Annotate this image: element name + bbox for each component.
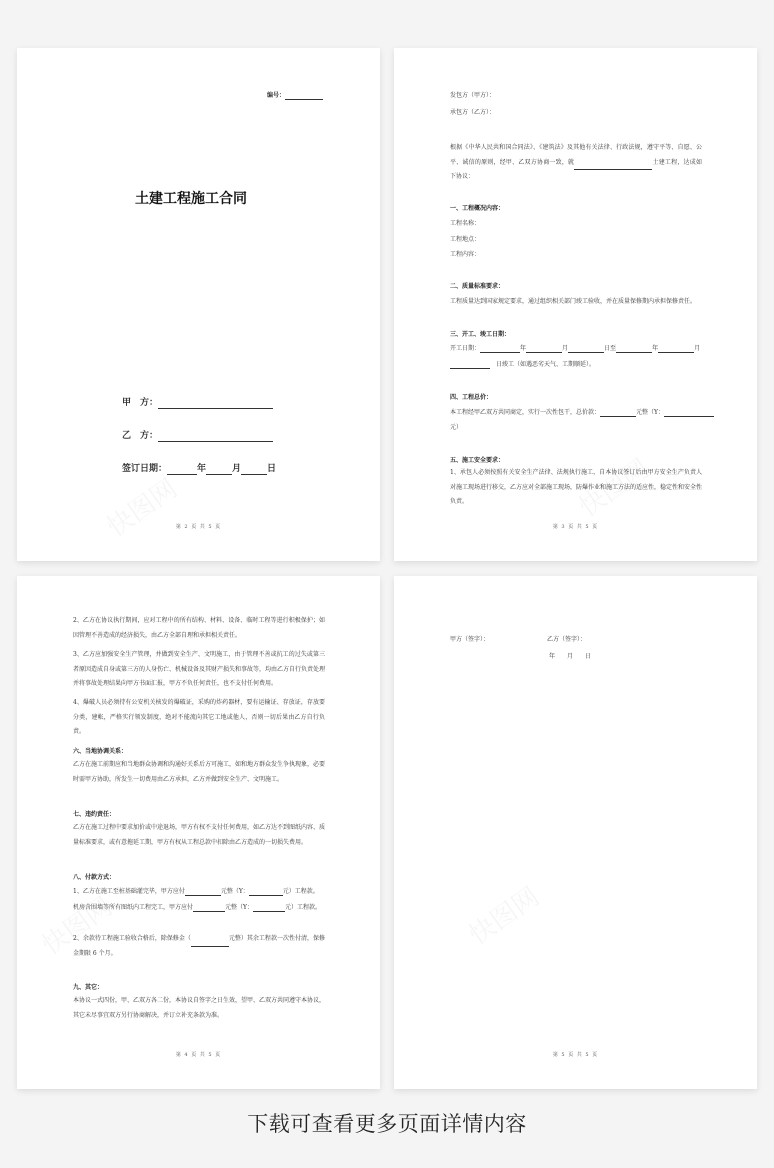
start-month-blank bbox=[526, 345, 562, 353]
contractor-line: 承包方（乙方）： bbox=[450, 109, 496, 116]
total-price-row bbox=[450, 409, 714, 417]
payment-2-yuan: 元整（Y： bbox=[225, 904, 253, 911]
page-footer: 第 4 页 共 5 页 bbox=[175, 1052, 222, 1058]
section-3-title: 三、开工、竣工日期： bbox=[450, 331, 511, 338]
page-footer: 第 3 页 共 5 页 bbox=[552, 524, 599, 530]
end-date-row bbox=[450, 361, 595, 369]
year-label: 年 bbox=[197, 464, 207, 474]
retention-blank bbox=[191, 939, 229, 947]
start-month-label: 月 bbox=[562, 345, 569, 352]
payment-2-tail: 元）工程款。 bbox=[284, 904, 321, 911]
document-page-3 bbox=[17, 576, 380, 1089]
document-page-cover bbox=[17, 48, 380, 561]
party-b-blank bbox=[158, 431, 273, 442]
payment-1-tail: 元）工程款。 bbox=[282, 888, 319, 895]
contract-number-label: 编号： bbox=[267, 92, 286, 99]
watermark bbox=[98, 469, 183, 544]
total-price-yuan: 元整（Y： bbox=[636, 409, 664, 416]
party-b-signature: 乙方（签字）： bbox=[547, 636, 587, 643]
payment-1-text: 1、乙方在施工至桩基础灌完毕，甲方应付 bbox=[73, 888, 185, 895]
party-b-row bbox=[122, 430, 273, 442]
payment-2-blank bbox=[193, 904, 225, 912]
section-9-title: 九、其它： bbox=[73, 984, 104, 991]
contract-number-blank bbox=[285, 92, 323, 100]
month-blank bbox=[206, 464, 232, 475]
section-7-title: 七、违约责任： bbox=[73, 811, 116, 818]
total-price-blank bbox=[600, 409, 636, 417]
employer-line: 发包方（甲方）： bbox=[450, 92, 496, 99]
payment-1-figure-blank bbox=[249, 888, 283, 896]
party-a-row bbox=[122, 397, 273, 409]
month-label: 月 bbox=[232, 464, 242, 474]
contract-number-row bbox=[267, 92, 323, 100]
section-5-title: 五、施工安全要求： bbox=[450, 457, 505, 464]
payment-1-yuan: 元整（Y： bbox=[220, 888, 249, 895]
start-year-label: 年 bbox=[520, 345, 527, 352]
total-price-figure-blank bbox=[664, 409, 714, 417]
payment-2-figure-blank bbox=[253, 904, 285, 912]
sign-date-label: 签订日期： bbox=[122, 464, 168, 474]
year-blank bbox=[167, 464, 197, 475]
project-name-line: 工程名称： bbox=[450, 220, 481, 227]
section-2-text: 工程质量达到国家规定要求，通过组织相关部门竣工验收，并在质量保修期内承担保修责任。 bbox=[450, 298, 697, 305]
clause-5-2: 2、乙方在协议执行期间，应对工程中的所有结构、材料、设备、临时工程等进行积极保护；如因管理不善造成的经济损失，由乙方全部自理和承担相关责任。 bbox=[73, 617, 325, 639]
start-date-row bbox=[450, 345, 700, 353]
page-footer: 第 5 页 共 5 页 bbox=[552, 1052, 599, 1058]
end-day-blank bbox=[450, 361, 490, 369]
preamble-tail: 土建工程，达成如下协议： bbox=[450, 158, 702, 180]
payment-line-1 bbox=[73, 888, 319, 896]
preamble-text: 根据《中华人民共和国合同法》、《建筑法》及其他有关法律、行政法规，遵守平等、自愿、公平、诚信的原则，经甲、乙双方协商一致，就 bbox=[450, 144, 702, 166]
clause-5-3: 3、乙方应加强安全生产管理，并做到安全生产、文明施工，由于管理不善或抗工的过失或第三者原因造成自身或第三方的人身伤亡、机械设备及其财产损失和事故等，均由乙方自行负责处理并将事故处理结果向甲方书面汇报，甲方不负任何责任，也不支付任何费用。 bbox=[73, 651, 326, 687]
payment-1-blank bbox=[185, 888, 221, 896]
section-6-title: 六、当地协调关系： bbox=[73, 748, 128, 755]
start-day-blank bbox=[568, 345, 604, 353]
end-year-label: 年 bbox=[652, 345, 659, 352]
party-a-blank bbox=[158, 398, 273, 409]
preamble-paragraph bbox=[450, 141, 702, 185]
end-year-blank bbox=[616, 345, 652, 353]
project-content-line: 工程内容： bbox=[450, 251, 481, 258]
project-name-blank bbox=[574, 162, 652, 170]
end-month-label: 月 bbox=[694, 345, 701, 352]
section-4-title: 四、工程总价： bbox=[450, 394, 493, 401]
watermark bbox=[570, 449, 655, 524]
watermark bbox=[460, 877, 545, 952]
payment-3-text: 2、余款待工程施工验收合格后，除保修金（ bbox=[73, 935, 191, 942]
party-a-signature: 甲方（签字）： bbox=[450, 636, 490, 643]
signature-date: 年 月 日 bbox=[549, 653, 592, 660]
payment-2-text: 机房含围墙等所有图纸内工程完工，甲方应付 bbox=[73, 904, 194, 911]
document-page-signatures bbox=[394, 576, 757, 1089]
end-date-text: 日竣工（如遇恶劣天气、工期顺延）。 bbox=[496, 361, 596, 368]
day-blank bbox=[241, 464, 267, 475]
clause-5-4: 4、爆破人员必须持有公安机关核发的爆破证，采购的炸药器材，要有运输证、存放证，存放要分类，建帐，严格实行领发制度，绝对不能流向其它工地或他人，否则一切后果由乙方自行负责。 bbox=[73, 699, 325, 735]
party-b-label: 乙 方： bbox=[122, 431, 159, 441]
document-page-2 bbox=[394, 48, 757, 561]
section-1-title: 一、工程概况内容： bbox=[450, 205, 505, 212]
section-2-title: 二、质量标准要求： bbox=[450, 283, 505, 290]
payment-3-tail: 元整）其余工程款一次性付清，保修金期限 6 个月。 bbox=[73, 935, 325, 957]
section-9-text: 本协议一式四份，甲、乙双方各二份，本协议自签字之日生效，望甲、乙双方共同遵守本协议，其它未尽事宜双方另行协商解决，并订立补充条款为准。 bbox=[73, 997, 326, 1019]
start-year-blank bbox=[480, 345, 520, 353]
section-8-title: 八、付款方式： bbox=[73, 874, 116, 881]
start-date-label: 开工日期： bbox=[450, 345, 481, 352]
start-day-label: 日至 bbox=[604, 345, 617, 352]
page-footer: 第 2 页 共 5 页 bbox=[175, 524, 222, 530]
total-price-tail: 元） bbox=[450, 424, 463, 431]
download-caption: 下载可查看更多页面详情内容 bbox=[247, 1112, 527, 1136]
section-5-text: 1、承包人必须按照有关安全生产法律、法规执行施工，自本协议签订后由甲方安全生产负责人对施工现场进行移交，乙方应对全部施工现场，防爆作业和施工方法的适应性，稳定性和安全性负责。 bbox=[450, 469, 703, 505]
payment-line-3 bbox=[73, 932, 325, 961]
total-price-text: 本工程经甲乙双方共同商定，实行一次性包干，总价款： bbox=[450, 409, 601, 416]
project-location-line: 工程地点： bbox=[450, 236, 481, 243]
end-month-blank bbox=[658, 345, 694, 353]
contract-title: 土建工程施工合同 bbox=[135, 191, 247, 207]
section-7-text: 乙方在施工过程中要求加价或中途退场，甲方有权不支付任何费用，如乙方达不到图纸内容、质量标准要求，或有意拖延工期，甲方有权从工程总款中扣除由乙方造成的一切损失费用。 bbox=[73, 824, 326, 846]
party-a-label: 甲 方： bbox=[122, 398, 159, 408]
sign-date-row bbox=[122, 463, 276, 475]
day-label: 日 bbox=[267, 464, 277, 474]
section-6-text: 乙方在施工前期应和当地群众协调和沟通好关系后方可施工，如和地方群众发生争执现象，必要时需甲方协助，所发生一切费用由乙方承担，乙方并做到安全生产、文明施工。 bbox=[73, 761, 326, 783]
